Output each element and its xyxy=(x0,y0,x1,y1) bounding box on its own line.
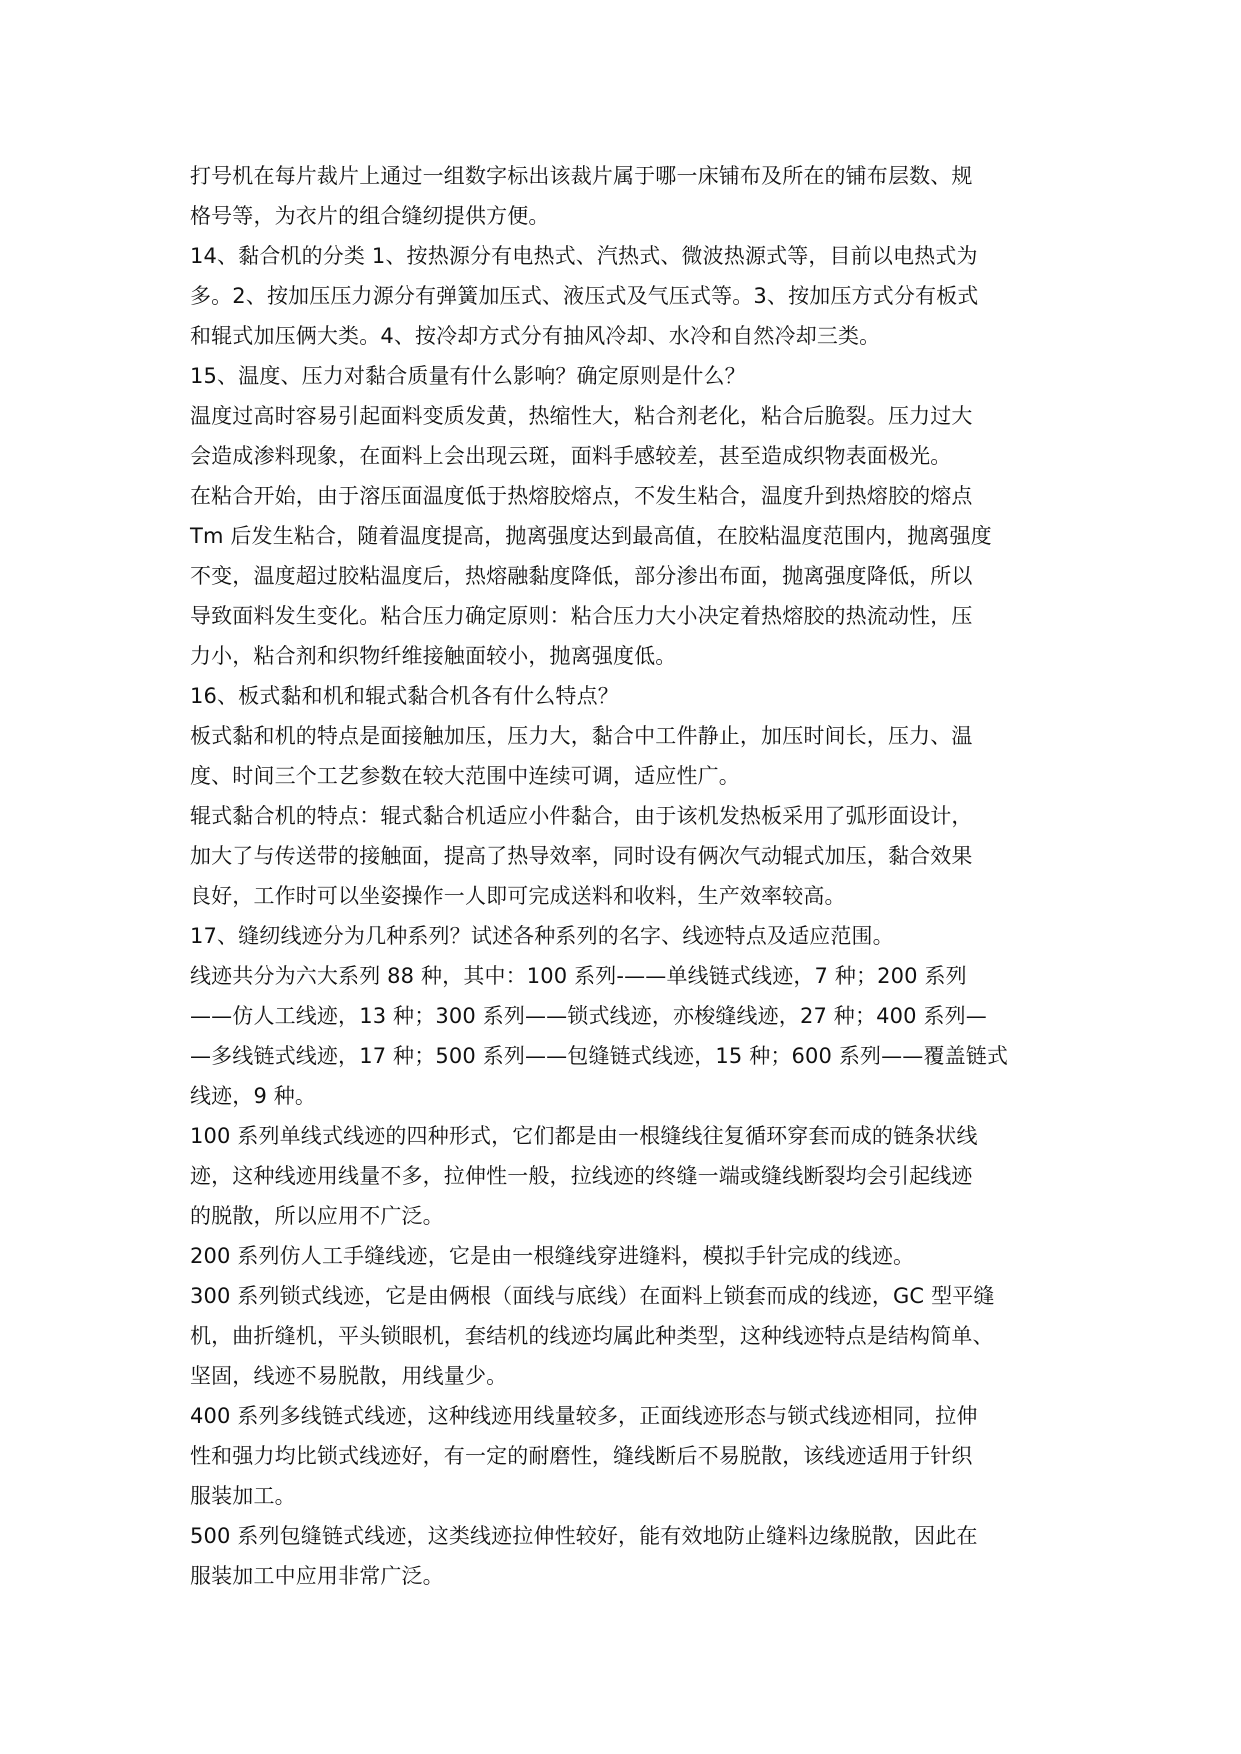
text-line: 不变，温度超过胶粘温度后，热熔融黏度降低，部分渗出布面，抛离强度降低，所以 xyxy=(190,564,973,588)
text-line: 400 系列多线链式线迹，这种线迹用线量较多，正面线迹形态与锁式线迹相同，拉伸 xyxy=(190,1404,978,1428)
text-line: 打号机在每片裁片上通过一组数字标出该裁片属于哪一床铺布及所在的铺布层数、规 xyxy=(190,164,973,188)
question-15-heading: 15、温度、压力对黏合质量有什么影响？确定原则是什么？ xyxy=(190,364,746,388)
text-line: 加大了与传送带的接触面，提高了热导效率，同时设有俩次气动辊式加压，黏合效果 xyxy=(190,844,973,868)
text-line: 200 系列仿人工手缝线迹，它是由一根缝线穿进缝料，模拟手针完成的线迹。 xyxy=(190,1244,915,1268)
text-line: 线迹共分为六大系列 88 种，其中：100 系列-——单线链式线迹，7 种；200 系列 xyxy=(190,964,967,988)
text-line: 迹，这种线迹用线量不多，拉伸性一般，拉线迹的终缝一端或缝线断裂均会引起线迹 xyxy=(190,1164,973,1188)
text-line: 机，曲折缝机，平头锁眼机，套结机的线迹均属此种类型，这种线迹特点是结构简单、 xyxy=(190,1324,994,1348)
text-line: 服装加工。 xyxy=(190,1484,296,1508)
text-line: 服装加工中应用非常广泛。 xyxy=(190,1564,444,1588)
text-line: 格号等，为衣片的组合缝纫提供方便。 xyxy=(190,204,550,228)
text-line: 导致面料发生变化。粘合压力确定原则：粘合压力大小决定着热熔胶的热流动性，压 xyxy=(190,604,973,628)
text-line: 300 系列锁式线迹，它是由俩根（面线与底线）在面料上锁套而成的线迹，GC 型平缝 xyxy=(190,1284,995,1308)
text-line: Tm 后发生粘合，随着温度提高，抛离强度达到最高值，在胶粘温度范围内，抛离强度 xyxy=(190,524,992,548)
text-line: ——仿人工线迹，13 种；300 系列——锁式线迹，亦梭缝线迹，27 种；400 系列— xyxy=(190,1004,987,1028)
text-line: 坚固，线迹不易脱散，用线量少。 xyxy=(190,1364,508,1388)
text-line: 多。2、按加压压力源分有弹簧加压式、液压式及气压式等。3、按加压方式分有板式 xyxy=(190,284,979,308)
text-line: 和辊式加压俩大类。4、按冷却方式分有抽风冷却、水冷和自然冷却三类。 xyxy=(190,324,881,348)
text-line: 良好，工作时可以坐姿操作一人即可完成送料和收料，生产效率较高。 xyxy=(190,884,846,908)
section-14-heading: 14、黏合机的分类 1、按热源分有电热式、汽热式、微波热源式等，目前以电热式为 xyxy=(190,244,978,268)
text-line: 会造成渗料现象，在面料上会出现云斑，面料手感较差，甚至造成织物表面极光。 xyxy=(190,444,952,468)
text-line: 度、时间三个工艺参数在较大范围中连续可调，适应性广。 xyxy=(190,764,740,788)
text-line: 在粘合开始，由于溶压面温度低于热熔胶熔点，不发生粘合，温度升到热熔胶的熔点 xyxy=(190,484,973,508)
text-line: 辊式黏合机的特点：辊式黏合机适应小件黏合，由于该机发热板采用了弧形面设计， xyxy=(190,804,973,828)
text-line: 温度过高时容易引起面料变质发黄，热缩性大，粘合剂老化，粘合后脆裂。压力过大 xyxy=(190,404,973,428)
text-line: 的脱散，所以应用不广泛。 xyxy=(190,1204,444,1228)
text-line: 力小，粘合剂和织物纤维接触面较小，抛离强度低。 xyxy=(190,644,677,668)
document-body xyxy=(190,156,1070,1596)
text-line: 线迹，9 种。 xyxy=(190,1084,317,1108)
text-line: 500 系列包缝链式线迹，这类线迹拉伸性较好，能有效地防止缝料边缘脱散，因此在 xyxy=(190,1524,978,1548)
text-line: 板式黏和机的特点是面接触加压，压力大，黏合中工件静止，加压时间长，压力、温 xyxy=(190,724,973,748)
text-line: 100 系列单线式线迹的四种形式，它们都是由一根缝线往复循环穿套而成的链条状线 xyxy=(190,1124,978,1148)
text-line: 性和强力均比锁式线迹好，有一定的耐磨性，缝线断后不易脱散，该线迹适用于针织 xyxy=(190,1444,973,1468)
text-line: —多线链式线迹，17 种；500 系列——包缝链式线迹，15 种；600 系列——覆盖链式 xyxy=(190,1044,1009,1068)
question-16-heading: 16、板式黏和机和辊式黏合机各有什么特点？ xyxy=(190,684,619,708)
question-17-heading: 17、缝纫线迹分为几种系列？试述各种系列的名字、线迹特点及适应范围。 xyxy=(190,924,894,948)
